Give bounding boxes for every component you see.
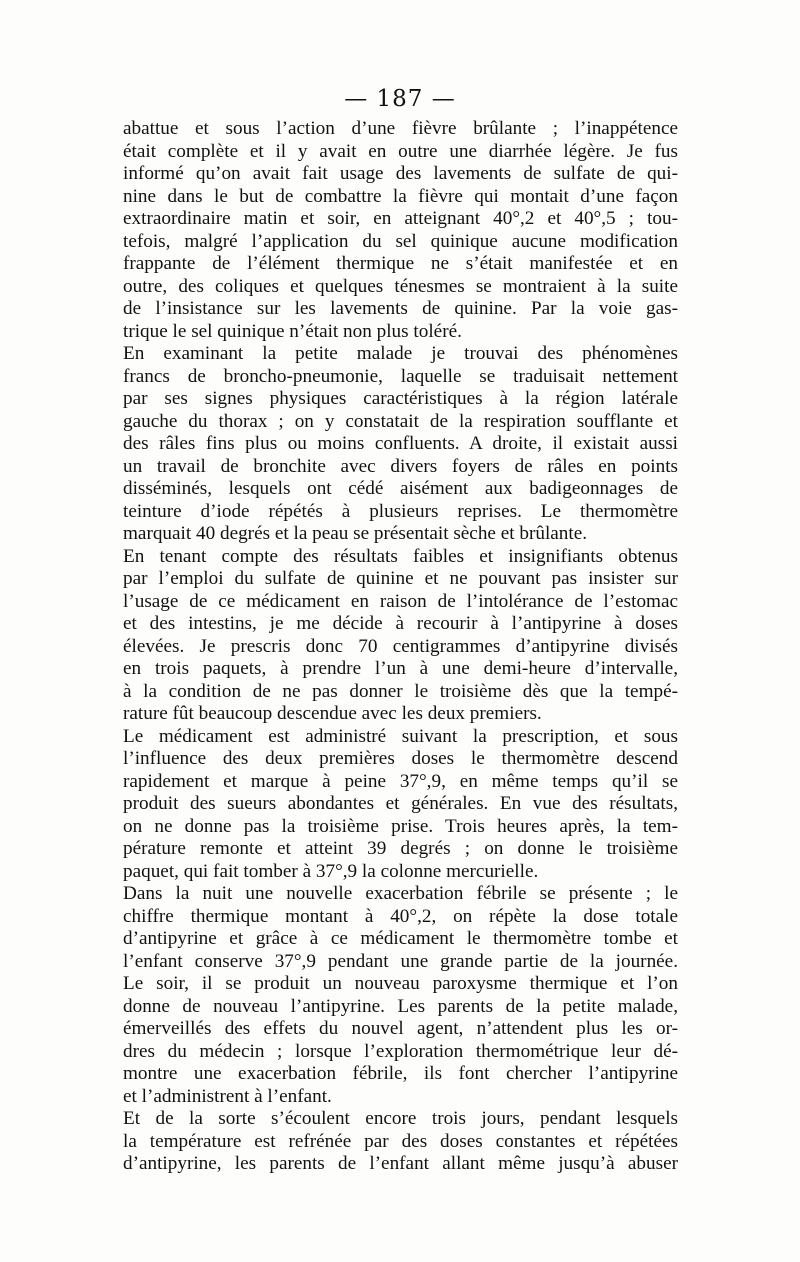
text-line: paquet, qui fait tomber à 37°,9 la colonne mercurielle. xyxy=(123,860,539,882)
text-line: francs de broncho-pneumonie, laquelle se traduisait nettement xyxy=(123,365,678,387)
text-line: teinture d’iode répétés à plusieurs reprises. Le thermomètre xyxy=(123,500,678,522)
text-line: par ses signes physiques caractéristiques à la région latérale xyxy=(123,388,678,409)
text-line: à la condition de ne pas donner le troisième dès que la tempé- xyxy=(123,680,678,702)
text-line: et l’administrent à l’enfant. xyxy=(123,1085,332,1107)
page-number: — 187 — xyxy=(344,86,456,112)
text-line: de l’insistance sur les lavements de quinine. Par la voie gas- xyxy=(123,298,678,319)
text-line: En examinant la petite malade je trouvai des phénomènes xyxy=(123,343,678,364)
text-line: l’usage de ce médicament en raison de l’intolérance de l’estomac xyxy=(123,590,678,612)
text-line: en trois paquets, à prendre l’un à une demi-heure d’intervalle, xyxy=(123,658,678,679)
text-line: trique le sel quinique n’était non plus toléré. xyxy=(123,320,462,342)
text-line: gauche du thorax ; on y constatait de la respiration soufflante et xyxy=(123,410,678,432)
text-line: émerveillés des effets du nouvel agent, n’attendent plus les or- xyxy=(123,1018,678,1039)
text-line: outre, des coliques et quelques ténesmes se montraient à la suite xyxy=(123,275,678,297)
text-line: pérature remonte et atteint 39 degrés ; on donne le troisième xyxy=(123,838,678,859)
text-line: donne de nouveau l’antipyrine. Les parents de la petite malade, xyxy=(123,995,678,1017)
text-line: par l’emploi du sulfate de quinine et ne pouvant pas insister sur xyxy=(123,568,678,589)
text-line: extraordinaire matin et soir, en atteignant 40°,2 et 40°,5 ; tou- xyxy=(123,208,678,229)
text-line: Dans la nuit une nouvelle exacerbation fébrile se présente ; le xyxy=(123,883,678,904)
body-text xyxy=(123,118,678,1176)
text-line: l’influence des deux premières doses le thermomètre descend xyxy=(123,748,678,769)
text-line: tefois, malgré l’application du sel quinique aucune modification xyxy=(123,230,678,252)
text-line: rature fût beaucoup descendue avec les deux premiers. xyxy=(123,703,542,724)
text-line: un travail de bronchite avec divers foyers de râles en points xyxy=(123,455,678,477)
text-line: frappante de l’élément thermique ne s’était manifestée et en xyxy=(123,253,678,274)
text-line: des râles fins plus ou moins confluents. A droite, il existait aussi xyxy=(123,433,678,454)
text-line: En tenant compte des résultats faibles et insignifiants obtenus xyxy=(123,545,678,567)
text-line: d’antipyrine et grâce à ce médicament le thermomètre tombe et xyxy=(123,928,678,949)
text-line: d’antipyrine, les parents de l’enfant allant même jusqu’à abuser xyxy=(123,1153,678,1174)
text-line: l’enfant conserve 37°,9 pendant une grande partie de la journée. xyxy=(123,950,678,972)
text-line: produit des sueurs abondantes et générales. En vue des résultats, xyxy=(123,793,678,814)
text-line: disséminés, lesquels ont cédé aisément aux badigeonnages de xyxy=(123,478,678,499)
text-line: était complète et il y avait en outre une diarrhée légère. Je fus xyxy=(123,140,678,162)
text-line: chiffre thermique montant à 40°,2, on répète la dose totale xyxy=(123,905,678,927)
text-line: Le soir, il se produit un nouveau paroxysme thermique et l’on xyxy=(123,973,678,994)
text-line: rapidement et marque à peine 37°,9, en même temps qu’il se xyxy=(123,770,678,792)
text-line: Le médicament est administré suivant la prescription, et sous xyxy=(123,725,678,747)
text-line: on ne donne pas la troisième prise. Trois heures après, la tem- xyxy=(123,815,678,837)
text-line: la température est refrénée par des doses constantes et répétées xyxy=(123,1130,678,1152)
text-line: marquait 40 degrés et la peau se présentait sèche et brûlante. xyxy=(123,523,588,544)
text-line: informé qu’on avait fait usage des lavements de sulfate de qui- xyxy=(123,163,678,184)
text-line: nine dans le but de combattre la fièvre qui montait d’une façon xyxy=(123,185,678,207)
text-line: et des intestins, je me décide à recourir à l’antipyrine à doses xyxy=(123,613,678,634)
text-line: Et de la sorte s’écoulent encore trois jours, pendant lesquels xyxy=(123,1108,678,1129)
text-line: dres du médecin ; lorsque l’exploration thermométrique leur dé- xyxy=(123,1040,678,1062)
text-line: montre une exacerbation fébrile, ils font chercher l’antipyrine xyxy=(123,1063,678,1084)
text-line: abattue et sous l’action d’une fièvre brûlante ; l’inappétence xyxy=(123,118,678,139)
text-line: élevées. Je prescris donc 70 centigrammes d’antipyrine divisés xyxy=(123,635,678,657)
